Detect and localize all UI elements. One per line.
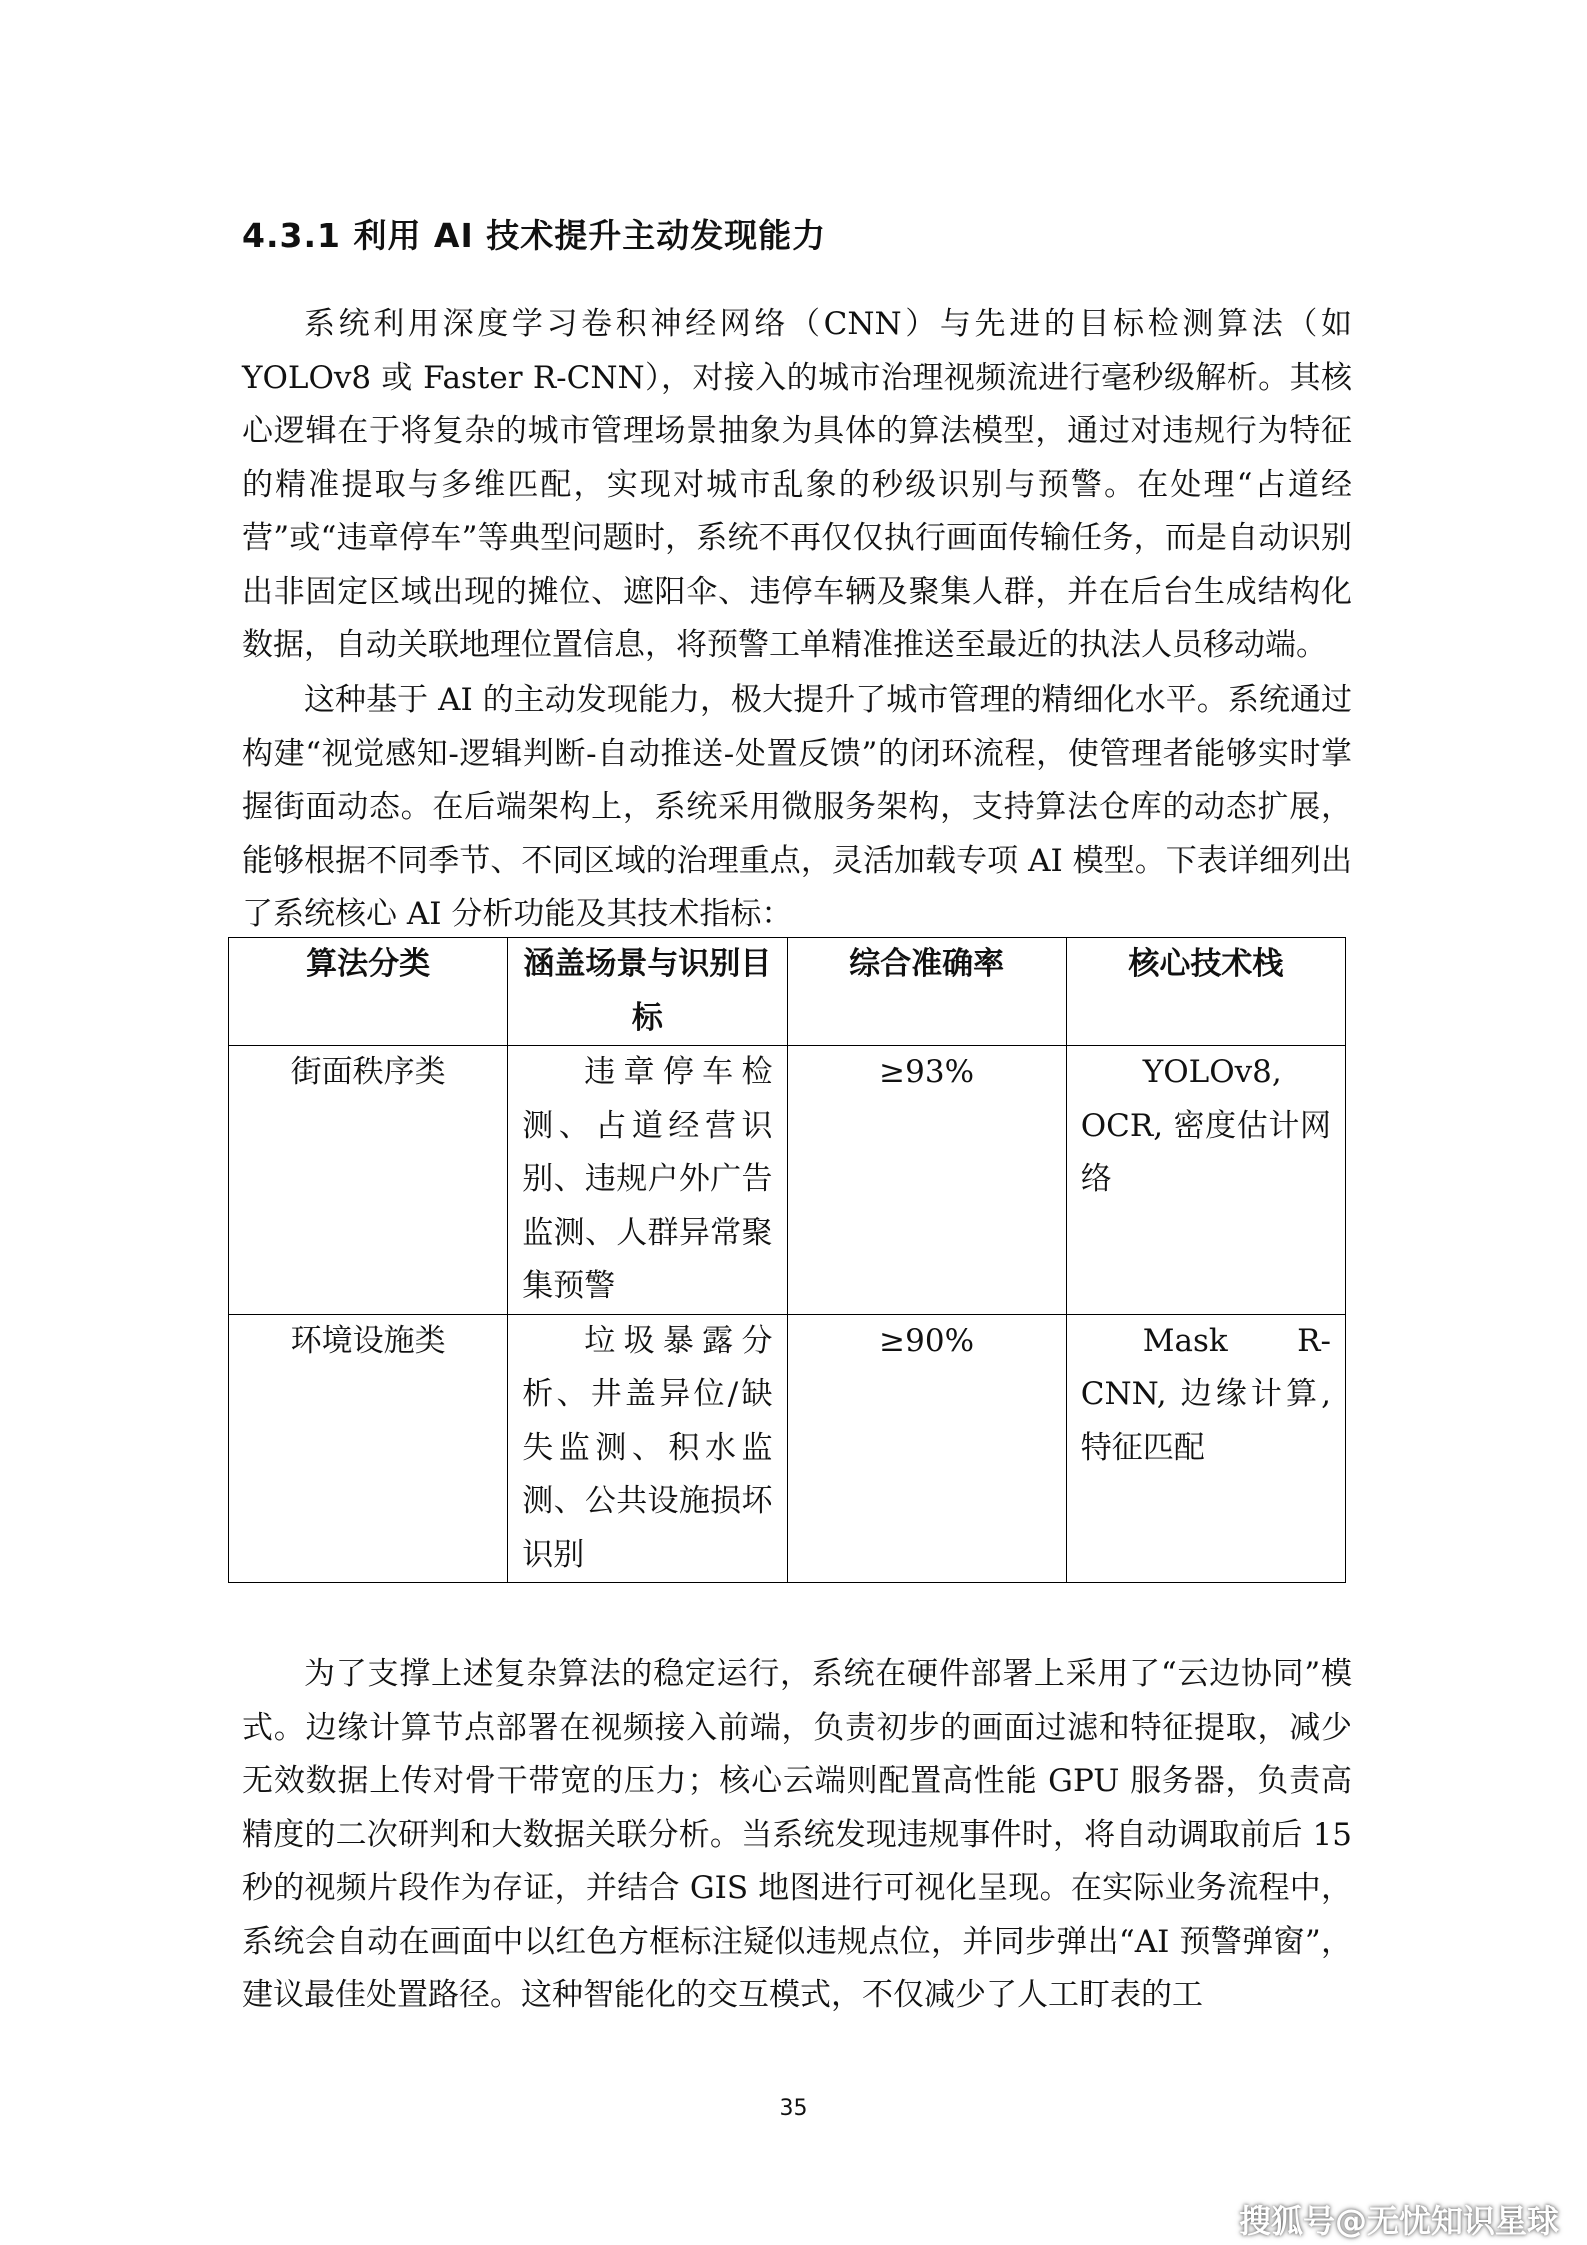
cell-accuracy: ≥93% [787,1046,1066,1315]
paragraph-2: 这种基于 AI 的主动发现能力，极大提升了城市管理的精细化水平。系统通过构建“视觉感知-逻辑判断-自动推送-处置反馈”的闭环流程，使管理者能够实时掌握街面动态。在后端架构上，系统采用微服务架构，支持算法仓库的动态扩展，能够根据不同季节、不同区域的治理重点，灵活加载专项 AI 模型。下表详细列出了系统核心 AI 分析功能及其技术指标： [242,682,1352,932]
cell-tech-stack: YOLOv8, OCR, 密度估计网络 [1066,1046,1345,1315]
cell-category: 环境设施类 [229,1314,508,1583]
paragraph-1: 系统利用深度学习卷积神经网络（CNN）与先进的目标检测算法（如 YOLOv8 或 Faster R-CNN），对接入的城市治理视频流进行毫秒级解析。其核心逻辑在于将复杂的城市管理场景抽象为具体的算法模型，通过对违规行为特征的精准提取与多维匹配，实现对城市乱象的秒级识别与预警。在处理“占道经营”或“违章停车”等典型问题时，系统不再仅仅执行画面传输任务，而是自动识别出非固定区域出现的摊位、遮阳伞、违停车辆及聚集人群，并在后台生成结构化数据，自动关联地理位置信息，将预警工单精准推送至最近的执法人员移动端。 [242,306,1352,663]
header-tech-stack: 核心技术栈 [1066,938,1345,1046]
table-header-row [229,938,1346,1046]
paragraph-3: 为了支撑上述复杂算法的稳定运行，系统在硬件部署上采用了“云边协同”模式。边缘计算节点部署在视频接入前端，负责初步的画面过滤和特征提取，减少无效数据上传对骨干带宽的压力；核心云端则配置高性能 GPU 服务器，负责高精度的二次研判和大数据关联分析。当系统发现违规事件时，将自动调取前后 15 秒的视频片段作为存证，并结合 GIS 地图进行可视化呈现。在实际业务流程中，系统会自动在画面中以红色方框标注疑似违规点位，并同步弹出“AI 预警弹窗”，建议最佳处置路径。这种智能化的交互模式，不仅减少了人工盯表的工 [242,1656,1352,2013]
cell-scenario: 垃圾暴露分析、井盖异位/缺失监测、积水监测、公共设施损坏识别 [508,1314,787,1583]
cell-tech-stack: Mask R-CNN, 边缘计算, 特征匹配 [1066,1314,1345,1583]
header-scenario-target: 涵盖场景与识别目标 [508,938,787,1046]
cell-accuracy: ≥90% [787,1314,1066,1583]
page-number: 35 [779,2096,808,2121]
table-row [229,1046,1346,1315]
section-heading: 4.3.1 利用 AI 技术提升主动发现能力 [242,216,827,255]
table-row [229,1314,1346,1583]
cell-category: 街面秩序类 [229,1046,508,1315]
header-accuracy: 综合准确率 [787,938,1066,1046]
ai-function-table [228,937,1346,1583]
watermark: 搜狐号@无忧知识星球 [1238,2202,1559,2240]
cell-scenario: 违章停车检测、占道经营识别、违规户外广告监测、人群异常聚集预警 [508,1046,787,1315]
header-algorithm-category: 算法分类 [229,938,508,1046]
